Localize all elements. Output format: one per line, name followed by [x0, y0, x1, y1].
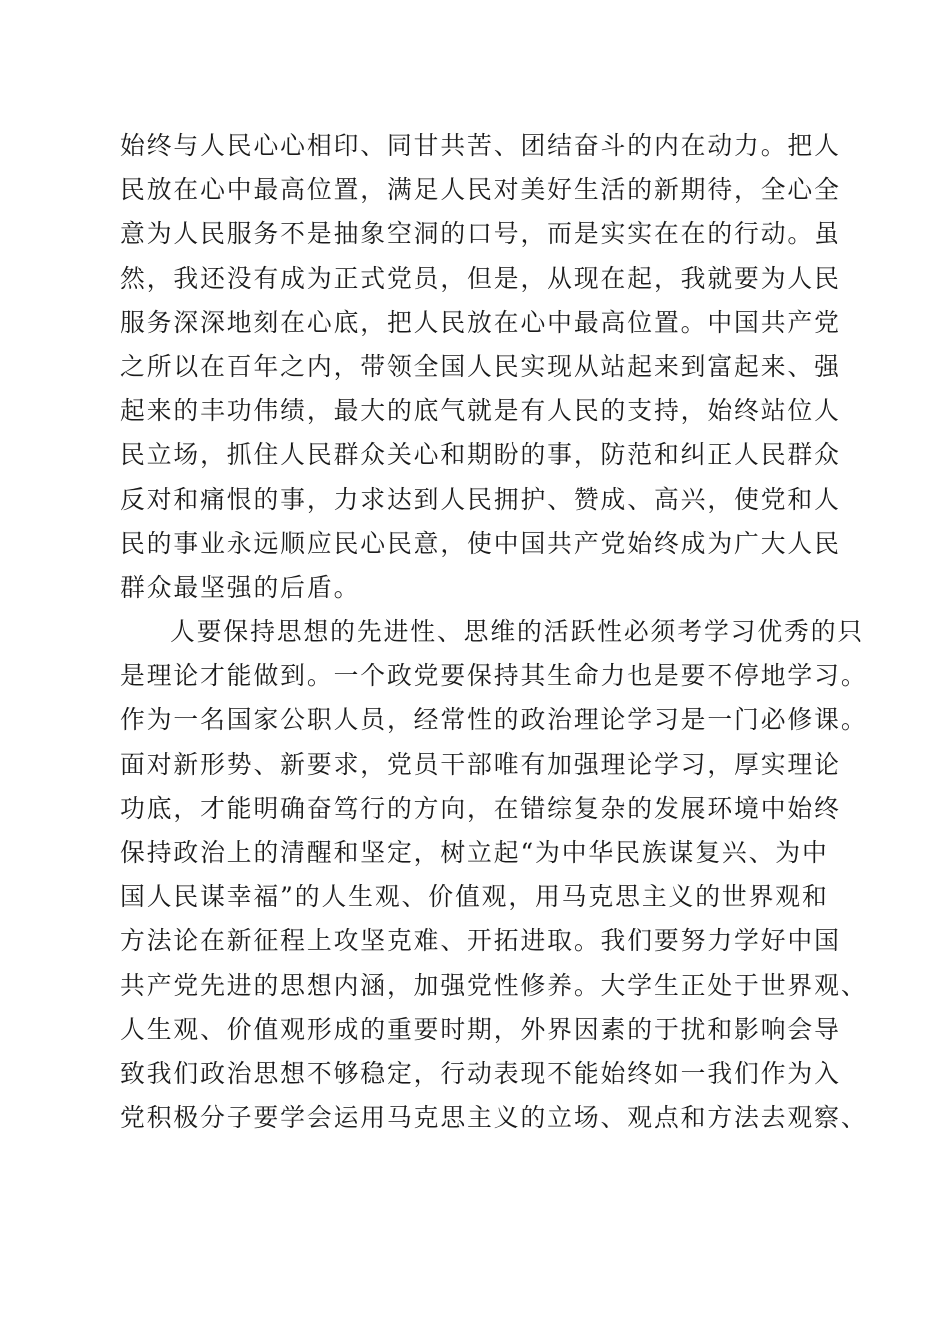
paragraph-line: 功底，才能明确奋笃行的方向，在错综复杂的发展环境中始终 [120, 793, 841, 823]
paragraph-line: 群众最坚强的后盾。 [120, 572, 361, 602]
paragraph-line: 保持政治上的清醒和坚定，树立起“为中华民族谋复兴、为中 [120, 838, 829, 867]
paragraph-first-line: 人要保持思想的先进性、思维的活跃性必须考学习优秀的只 [170, 617, 865, 647]
paragraph-line: 民的事业永远顺应民心民意，使中国共产党始终成为广大人民 [120, 528, 841, 558]
paragraph-line: 意为人民服务不是抽象空洞的口号，而是实实在在的行动。虽 [120, 219, 841, 249]
paragraph-line: 党积极分子要学会运用马克思主义的立场、观点和方法去观察、 [120, 1103, 868, 1133]
paragraph-line: 共产党先进的思想内涵，加强党性修养。大学生正处于世界观、 [120, 970, 868, 1000]
paragraph-line: 人生观、价值观形成的重要时期，外界因素的于扰和影响会导 [120, 1014, 841, 1044]
paragraph-line: 民放在心中最高位置，满足人民对美好生活的新期待，全心全 [120, 175, 841, 205]
paragraph-line: 面对新形势、新要求，党员干部唯有加强理论学习，厚实理论 [120, 749, 841, 779]
document-body [120, 124, 868, 1140]
paragraph-line: 服务深深地刻在心底，把人民放在心中最高位置。中国共产党 [120, 307, 841, 337]
paragraph-1 [120, 124, 860, 610]
paragraph-2 [120, 610, 868, 1140]
paragraph-line: 之所以在百年之内，带领全国人民实现从站起来到富起来、强 [120, 351, 841, 381]
paragraph-line: 作为一名国家公职人员，经常性的政治理论学习是一门必修课。 [120, 705, 868, 735]
paragraph-line: 方法论在新征程上攻坚克难、开拓进取。我们要努力学好中国 [120, 926, 841, 956]
paragraph-line: 是理论才能做到。一个政党要保持其生命力也是要不停地学习。 [120, 661, 868, 691]
paragraph-line: 反对和痛恨的事，力求达到人民拥护、赞成、高兴，使党和人 [120, 484, 841, 514]
paragraph-line: 始终与人民心心相印、同甘共苦、团结奋斗的内在动力。把人 [120, 131, 841, 160]
paragraph-line: 然，我还没有成为正式党员，但是，从现在起，我就要为人民 [120, 263, 841, 293]
paragraph-line: 国人民谋幸福”的人生观、价值观，用马克思主义的世界观和 [120, 882, 829, 912]
paragraph-line: 起来的丰功伟绩，最大的底气就是有人民的支持，始终站位人 [120, 396, 841, 426]
paragraph-line: 致我们政治思想不够稳定，行动表现不能始终如一我们作为入 [120, 1058, 841, 1088]
paragraph-line: 民立场，抓住人民群众关心和期盼的事，防范和纠正人民群众 [120, 440, 841, 470]
